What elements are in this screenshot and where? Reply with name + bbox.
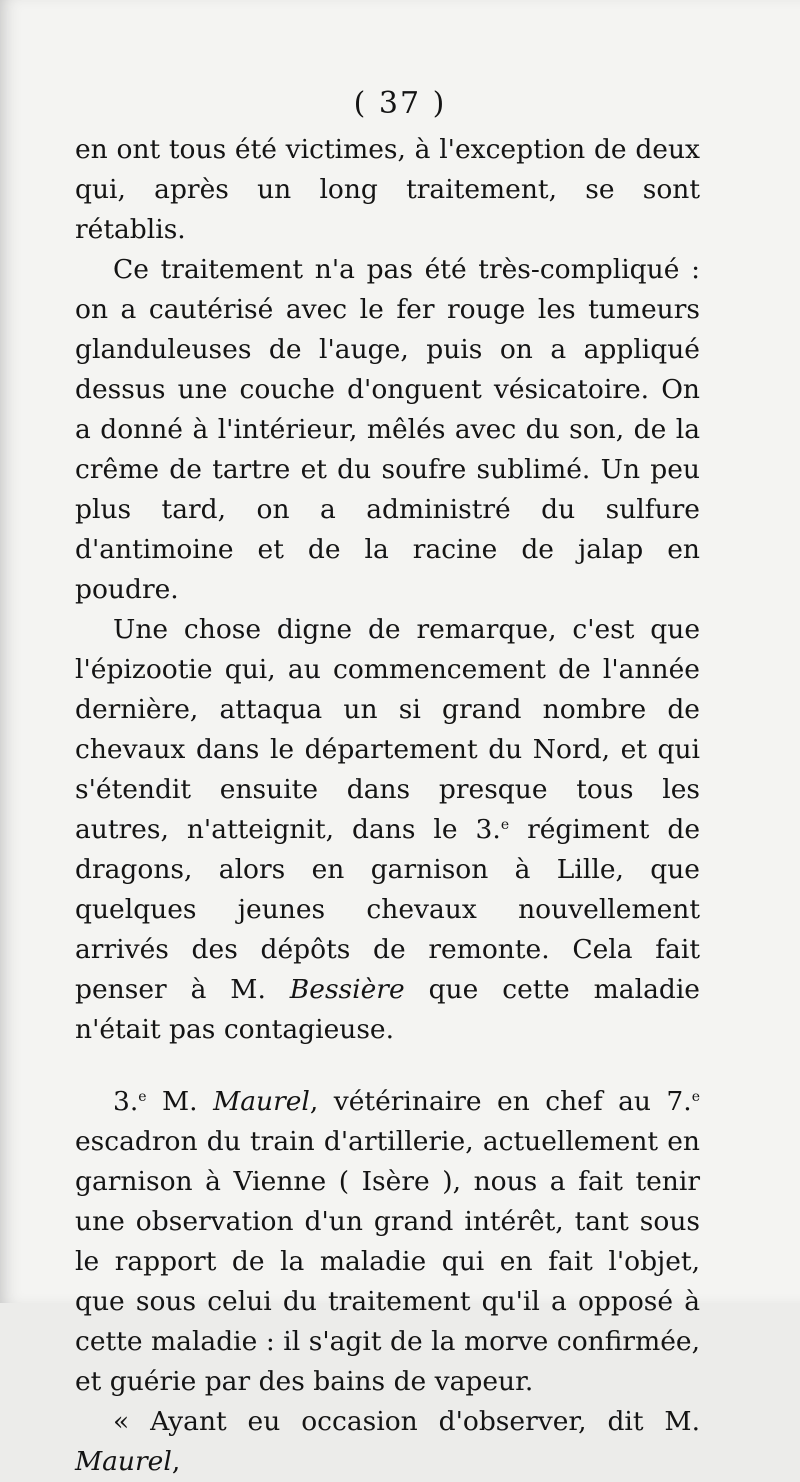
text-run: escadron du train d'artillerie, actuellement en garnison à Vienne ( Isère ), nous a fait tenir une observation d'un grand intérêt, tant sous le rapport de la maladie qui en fait l'objet, que sous celui du traitement qu'il a opposé à cette maladie : il s'agit de la morve confirmée, et guérie par des bains de vapeur. xyxy=(75,1126,700,1397)
paragraph xyxy=(75,1402,700,1482)
body-text xyxy=(75,130,700,1482)
text-run: en ont tous été victimes, à l'exception de deux qui, après un long traitement, se sont rétablis. xyxy=(75,134,700,245)
text-run: « Ayant eu occasion d'observer, dit M. xyxy=(113,1406,700,1437)
text-run: Ce traitement n'a pas été très-compliqué : on a cautérisé avec le fer rouge les tumeurs glanduleuses de l'auge, puis on a appliqué dessus une couche d'onguent vésicatoire. On a donné à l'intérieur, mêlés avec du son, de la crême de tartre et du soufre sublimé. Un peu plus tard, on a administré du sulfure d'antimoine et de la racine de jalap en poudre. xyxy=(75,254,700,605)
italic-name: Maurel xyxy=(75,1446,172,1477)
text-run: que cette maladie n'était pas contagieuse. xyxy=(75,974,700,1045)
text-run: régiment de dragons, alors en garnison à Lille, que quelques jeunes chevaux nouvellement arrivés des dépôts de remonte. Cela fait penser à M. xyxy=(75,814,701,1005)
ordinal-superscript: e xyxy=(691,1089,700,1105)
text-run: 3. xyxy=(113,1086,139,1117)
text-run: , vétérinaire en chef au 7. xyxy=(309,1086,692,1117)
paragraph xyxy=(75,250,700,610)
text-run: , xyxy=(171,1446,181,1477)
paragraph xyxy=(75,130,700,250)
paragraph xyxy=(75,610,700,1050)
page-number: ( 37 ) xyxy=(353,86,447,121)
ordinal-superscript: e xyxy=(138,1089,147,1105)
italic-name: Bessière xyxy=(289,974,405,1005)
text-run: Une chose digne de remarque, c'est que l'épizootie qui, au commencement de l'année dernière, attaqua un si grand nombre de chevaux dans le département du Nord, et qui s'étendit ensuite dans presque tous les autres, n'atteignit, dans le 3. xyxy=(75,614,700,845)
ordinal-superscript: e xyxy=(500,817,510,833)
paragraph xyxy=(75,1082,700,1402)
text-run: M. xyxy=(146,1086,214,1117)
italic-name: Maurel xyxy=(213,1086,310,1117)
